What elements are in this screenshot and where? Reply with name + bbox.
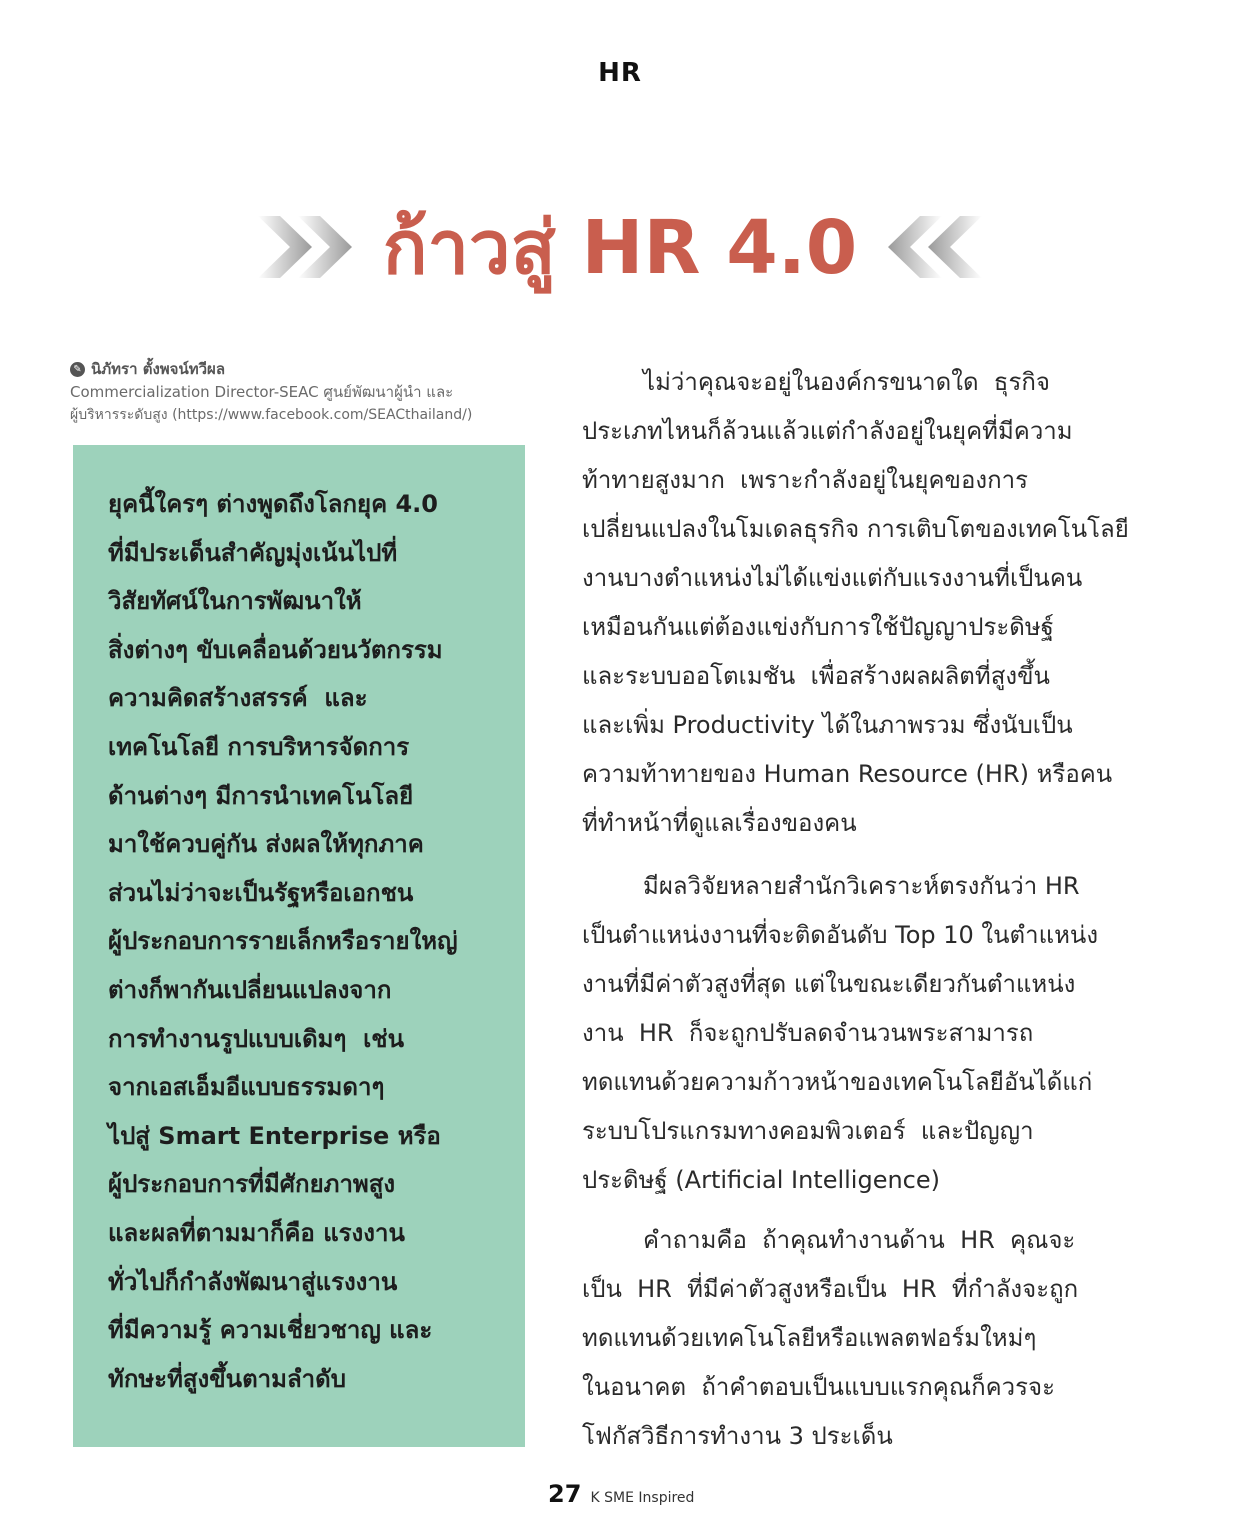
author-name: นิภัทรา ตั้งพจน์ทวีผล [91,360,226,378]
body-paragraph-2: มีผลวิจัยหลายสำนักวิเคราะห์ตรงกันว่า HR เป็นตำแหน่งงานที่จะติดอันดับ Top 10 ในตำแหน่ง งานที่มีค่าตัวสูงที่สุด แต่ในขณะเดียวกันตำแหน่ง งาน HR ก็จะถูกปรับลดจำนวนพระสามารถ ทดแทนด้วยความก้าวหน้าของเทคโนโลยีอันได้แก่ ระบบโปรแกรมทางคอมพิวเตอร์ และปัญญา ประดิษฐ์ (Artificial Intelligence) [582,872,1099,1194]
article-title: ก้าวสู่ HR 4.0 [382,205,858,291]
body-paragraph-1: ไม่ว่าคุณจะอยู่ในองค์กรขนาดใด ธุรกิจ ประเภทไหนก็ล้วนแล้วแต่กำลังอยู่ในยุคที่มีความ ท้าทายสูงมาก เพราะกำลังอยู่ในยุคของการ เปลี่ยนแปลงในโมเดลธุรกิจ การเติบโตของเทคโนโลยี งานบางตำแหน่งไม่ได้แข่งแต่กับแรงงานที่เป็นคน เหมือนกันแต่ต้องแข่งกับการใช้ปัญญาประดิษฐ์ และระบบออโตเมชัน เพื่อสร้างผลผลิตที่สูงขึ้น และเพิ่ม Productivity ได้ในภาพรวม ซึ่งนับเป็น ความท้าทายของ Human Resource (HR) หรือคน ที่ทำหน้าที่ดูแลเรื่องของคน [582,368,1129,837]
page-number: 27 [548,1480,582,1508]
author-role-continued: ผู้บริหารระดับสูง [70,407,168,423]
author-role: Commercialization Director-SEAC ศูนย์พัฒนาผู้นำ และ [70,383,454,401]
section-label: HR [598,58,642,88]
double-chevron-right-icon [258,216,378,278]
callout-text: ยุคนี้ใครๆ ต่างพูดถึงโลกยุค 4.0 ที่มีประเด็นสำคัญมุ่งเน้นไปที่ วิสัยทัศน์ในการพัฒนาให้ สิ่งต่างๆ ขับเคลื่อนด้วยนวัตกรรม ความคิดสร้างสรรค์ และ เทคโนโลยี การบริหารจัดการ ด้านต่างๆ มีการนำเทคโนโลยี มาใช้ควบคู่กัน ส่งผลให้ทุกภาค ส่วนไม่ว่าจะเป็นรัฐหรือเอกชน ผู้ประกอบการรายเล็กหรือรายใหญ่ ต่างก็พากันเปลี่ยนแปลงจาก การทำงานรูปแบบเดิมๆ เช่น จากเอสเอ็มอีแบบธรรมดาๆ ไปสู่ Smart Enterprise หรือ ผู้ประกอบการที่มีศักยภาพสูง และผลที่ตามมาก็คือ แรงงาน ทั่วไปก็กำลังพัฒนาสู่แรงงาน ที่มีความรู้ ความเชี่ยวชาญ และ ทักษะที่สูงขึ้นตามลำดับ [108,490,458,1393]
body-paragraph-3: คำถามคือ ถ้าคุณทำงานด้าน HR คุณจะ เป็น HR ที่มีค่าตัวสูงหรือเป็น HR ที่กำลังจะถูก ทดแทนด้วยเทคโนโลยีหรือแพลตฟอร์มใหม่ๆ ในอนาคต ถ้าคำตอบเป็นแบบแรกคุณก็ควรจะ โฟกัสวิธีการทำงาน 3 ประเด็น [582,1226,1079,1450]
double-chevron-left-icon [862,216,982,278]
page-footer [548,1480,694,1508]
pen-icon: ✎ [70,362,85,377]
author-byline [70,358,490,427]
title-row [0,178,1240,328]
author-link[interactable]: (https://www.facebook.com/SEACthailand/) [172,407,473,423]
magazine-name: K SME Inspired [590,1490,695,1506]
